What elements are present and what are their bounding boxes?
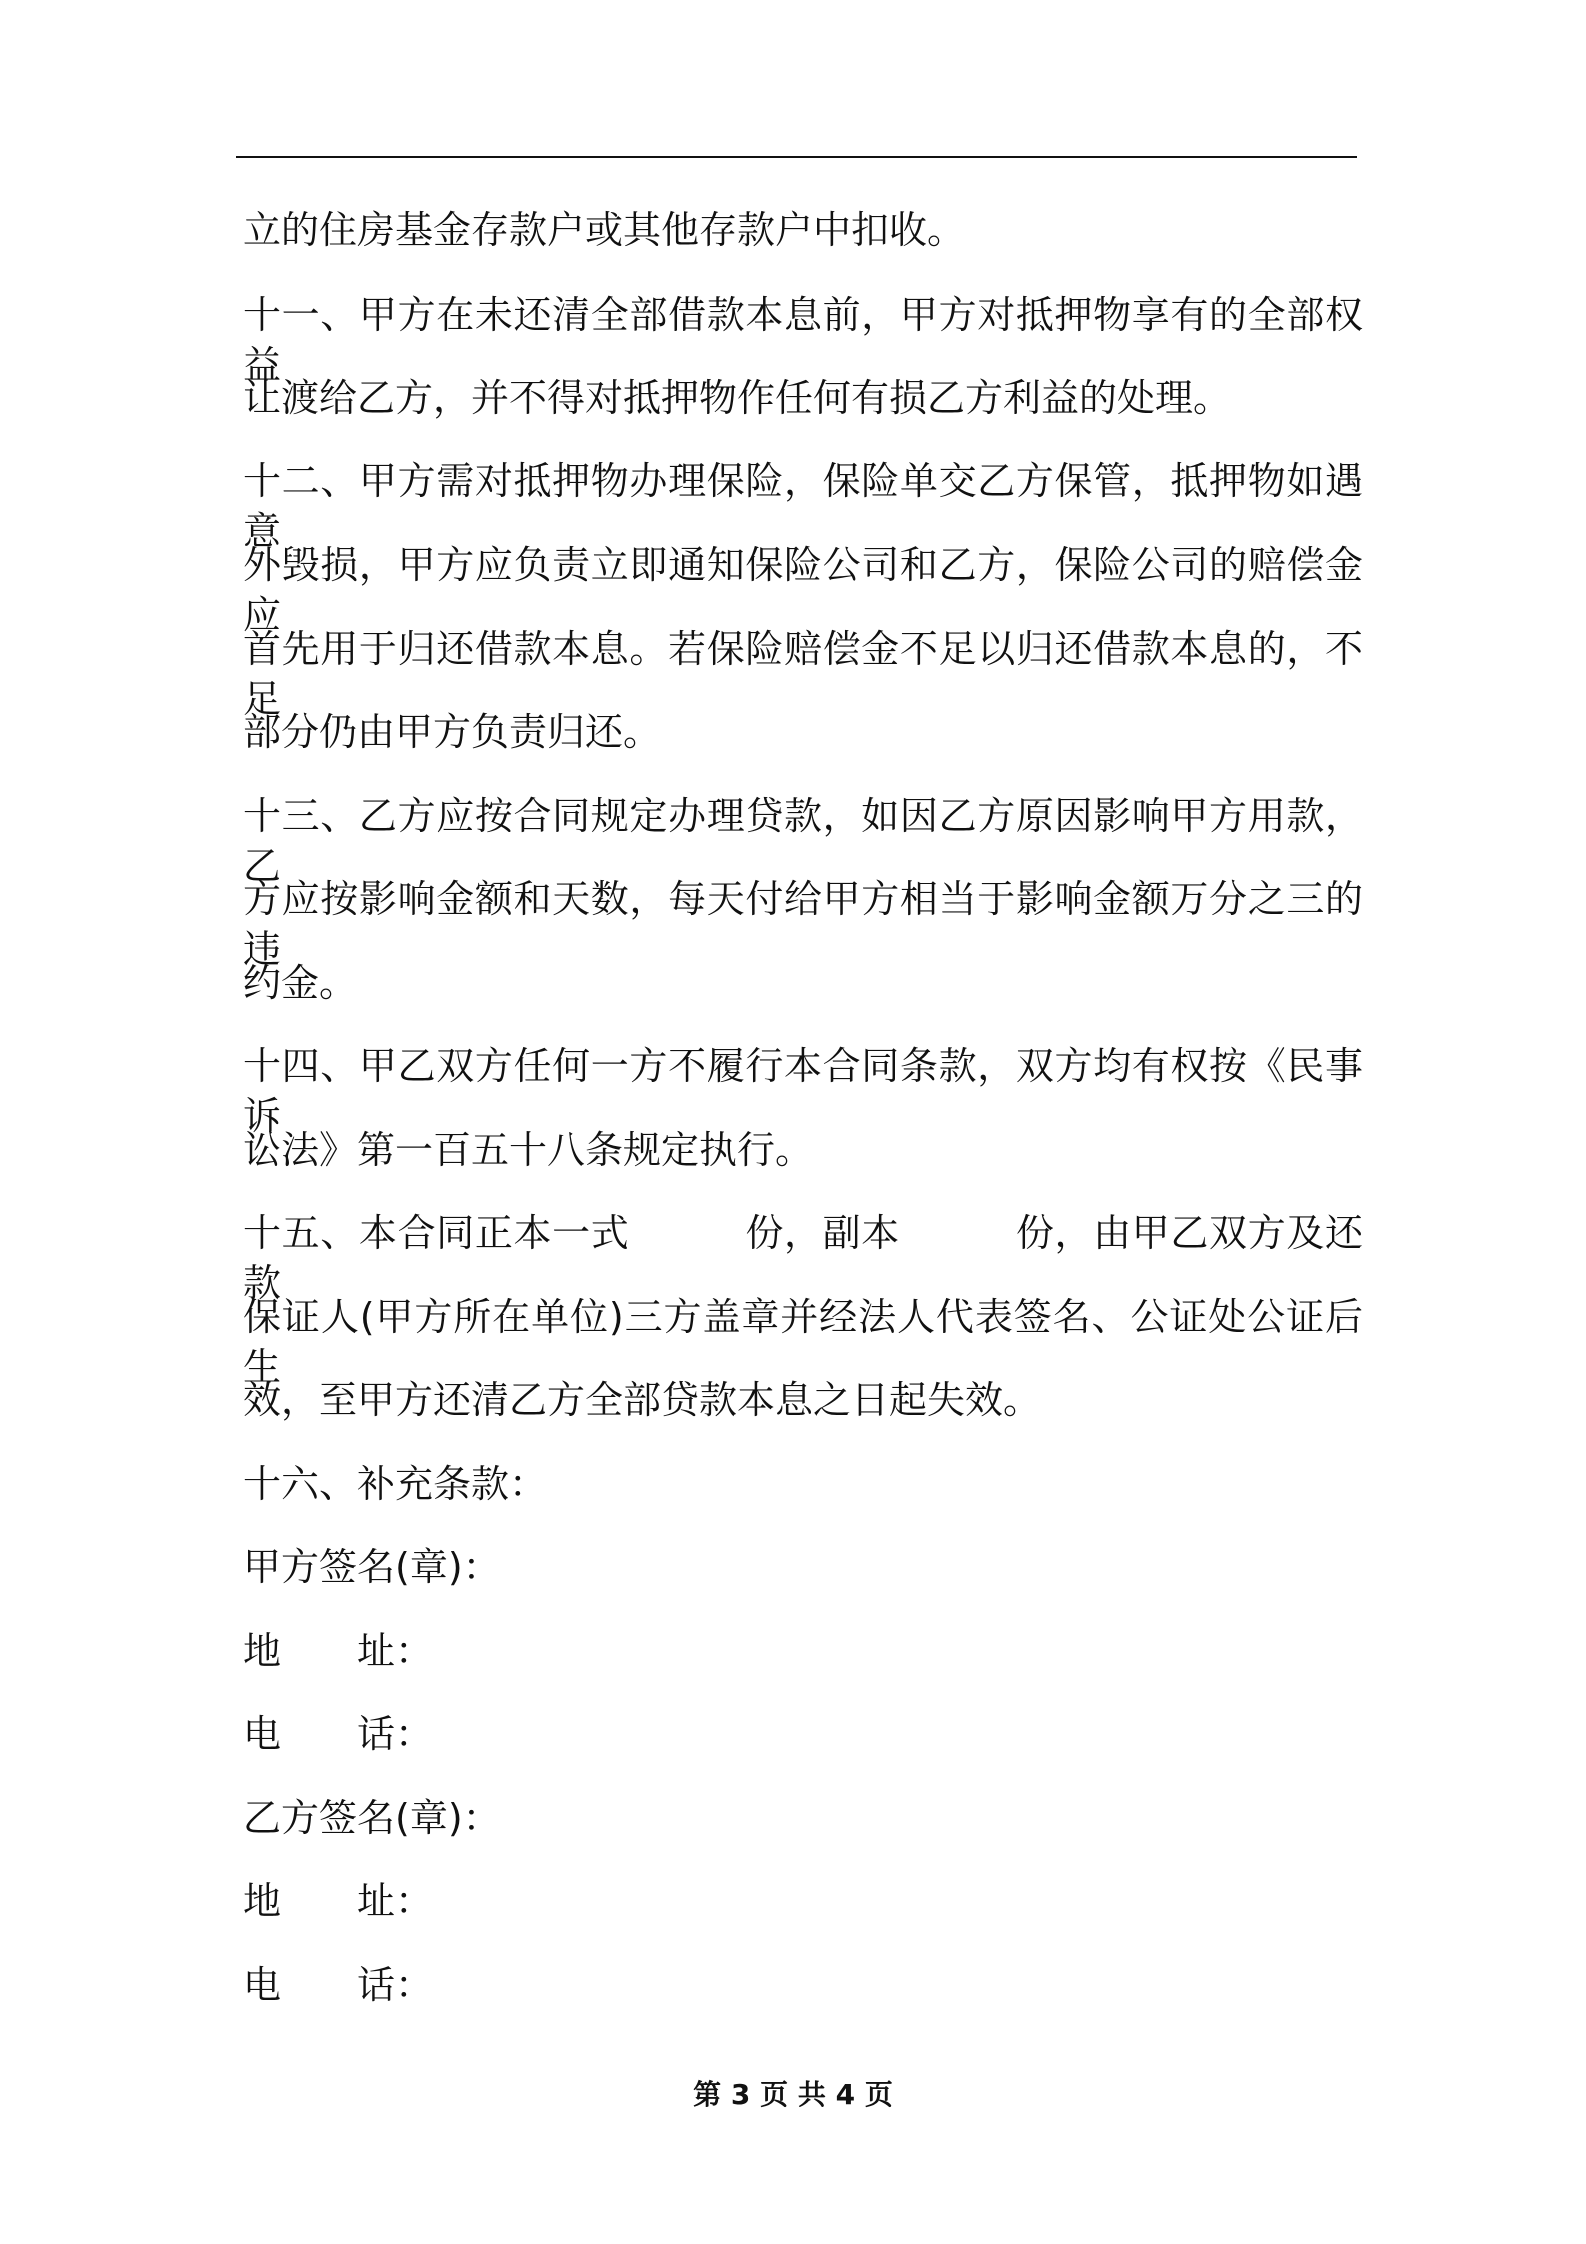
text-line: 讼法》第一百五十八条规定执行。 [243, 1128, 814, 1172]
party-a-address-label: 地 址： [243, 1629, 434, 1673]
party-a-phone-label: 电 话： [243, 1712, 434, 1756]
party-a-signature-label: 甲方签名(章)： [243, 1545, 501, 1589]
text-line: 让渡给乙方，并不得对抵押物作任何有损乙方利益的处理。 [243, 376, 1232, 420]
text-line: 方应按影响金额和天数，每天付给甲方相当于影响金额万分之三的违 [243, 877, 1363, 971]
clause-11-line: 十一、甲方在未还清全部借款本息前，甲方对抵押物享有的全部权益 [243, 293, 1363, 387]
text-line: 约金。 [243, 961, 358, 1005]
party-b-phone-label: 电 话： [243, 1963, 434, 2007]
clause-12-line: 十二、甲方需对抵押物办理保险，保险单交乙方保管，抵押物如遇意 [243, 459, 1363, 553]
text-line: 首先用于归还借款本息。若保险赔偿金不足以归还借款本息的，不足 [243, 627, 1363, 721]
text-line: 部分仍由甲方负责归还。 [243, 710, 662, 754]
clause-13-line: 十三、乙方应按合同规定办理贷款，如因乙方原因影响甲方用款，乙 [243, 794, 1363, 888]
page-indicator: 第 3 页 共 4 页 [693, 2078, 893, 2111]
text-line: 外毁损，甲方应负责立即通知保险公司和乙方，保险公司的赔偿金应 [243, 543, 1363, 637]
text-line: 立的住房基金存款户或其他存款户中扣收。 [243, 208, 966, 252]
clause-15-line: 十五、本合同正本一式 份，副本 份，由甲乙双方及还款 [243, 1211, 1363, 1305]
clause-14-line: 十四、甲乙双方任何一方不履行本合同条款，双方均有权按《民事诉 [243, 1044, 1363, 1138]
header-rule [236, 156, 1357, 158]
text-line: 保证人(甲方所在单位)三方盖章并经法人代表签名、公证处公证后生 [243, 1295, 1363, 1389]
text-line: 效，至甲方还清乙方全部贷款本息之日起失效。 [243, 1378, 1042, 1422]
clause-16-line: 十六、补充条款： [243, 1462, 548, 1506]
party-b-address-label: 地 址： [243, 1879, 434, 1923]
party-b-signature-label: 乙方签名(章)： [243, 1796, 501, 1840]
